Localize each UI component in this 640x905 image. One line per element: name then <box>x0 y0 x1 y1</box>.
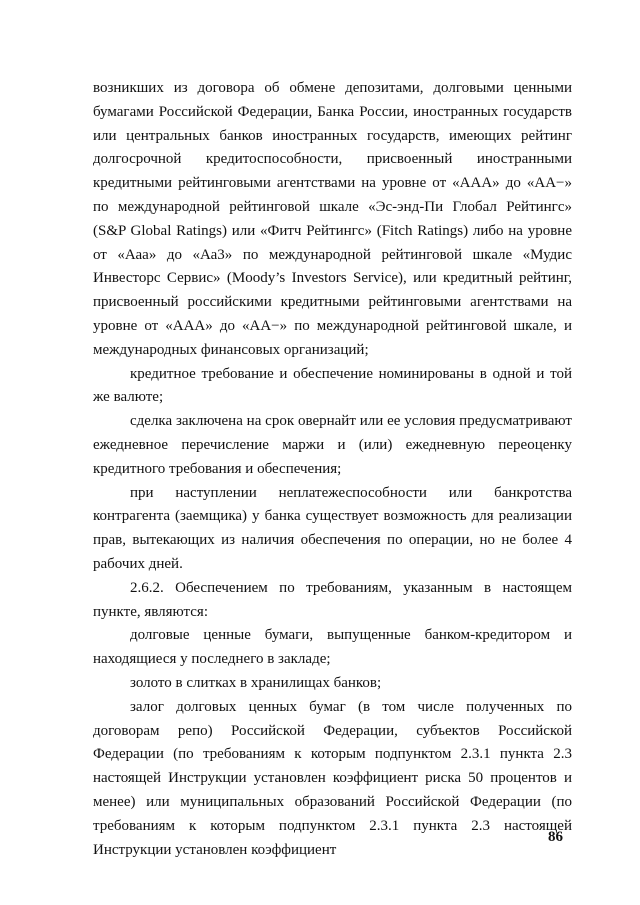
paragraph: залог долговых ценных бумаг (в том числе полученных по договорам репо) Российской Федерации, субъектов Российской Федерации (по требованиям к которым подпунктом 2.3.1 пункта 2.3 настоящей Инструкции установлен коэффициент риска 50 процентов и менее) или муниципальных образований Российской Федерации (по требованиям к которым подпунктом 2.3.1 пункта 2.3 настоящей Инструкции установлен коэффициент <box>93 698 572 858</box>
paragraph: золото в слитках в хранилищах банков; <box>130 674 382 691</box>
paragraph: при наступлении неплатежеспособности или банкротства контрагента (заемщика) у банка существует возможность для реализации прав, вытекающих из наличия обеспечения по операции, но не более 4 рабочих дней. <box>93 484 572 572</box>
paragraph: возникших из договора об обмене депозитами, долговыми ценными бумагами Российской Федерации, Банка России, иностранных государств или центральных банков иностранных государств, имеющих рейтинг долгосрочной кредитоспособности, присвоенный иностранными кредитными рейтинговыми агентствами на уровне от «ААА» до «АА−» по международной рейтинговой шкале «Эс-энд-Пи Глобал Рейтингс» (S&P Global Ratings) или «Фитч Рейтингс» (Fitch Ratings) либо на уровне от «Ааа» до «Аа3» по международной рейтинговой шкале «Мудис Инвесторс Сервис» (Moody’s Investors Service), или кредитный рейтинг, присвоенный российскими кредитными рейтинговыми агентствами на уровне от «ААА» до «АА−» по международной рейтинговой шкале, и международных финансовых организаций; <box>93 80 572 358</box>
page-number: 86 <box>548 829 563 845</box>
body-text <box>93 77 572 862</box>
paragraph: 2.6.2. Обеспечением по требованиям, указанным в настоящем пункте, являются: <box>93 579 572 620</box>
paragraph: кредитное требование и обеспечение номинированы в одной и той же валюте; <box>93 365 572 406</box>
paragraph: сделка заключена на срок овернайт или ее условия предусматривают ежедневное перечисление маржи и (или) ежедневную переоценку кредитного требования и обеспечения; <box>93 413 572 477</box>
paragraph: долговые ценные бумаги, выпущенные банком-кредитором и находящиеся у последнего в закладе; <box>93 627 572 668</box>
